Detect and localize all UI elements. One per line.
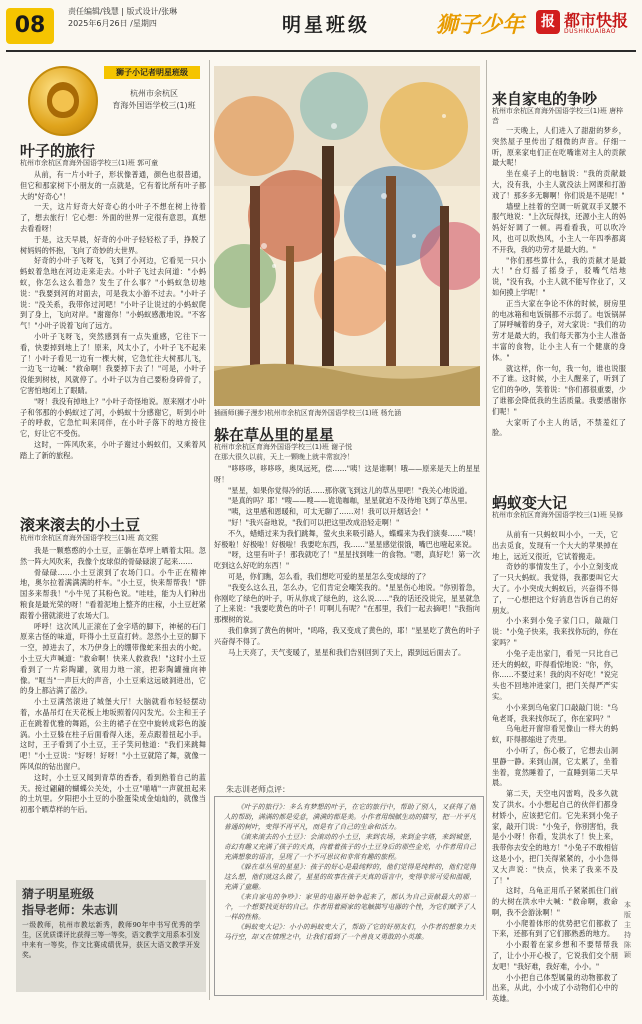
- article-subline-star: 在那大很久以前，天上一颗晚上就丰常寂冷！: [214, 453, 354, 461]
- painting-caption: 插画师(狮子漫步)杭州市余杭区育海外国语学校三(1)班 杨允涵: [214, 409, 402, 417]
- header-meta: [68, 6, 177, 30]
- page-number: 08: [6, 8, 54, 44]
- article-byline-leaf: 杭州市余杭区育海外国语学校三(1)班 郭可童: [20, 159, 159, 167]
- article-title-star: 躲在草丛里的星星: [214, 426, 335, 444]
- date-line: 2025年6月26日 /星期四: [68, 19, 157, 28]
- column-divider: [209, 60, 210, 1000]
- article-body-ant: 从前有一只蚂蚁叫小小，一天，它出去觅食，发现有一个大大的苹果掉在地上，远近又很近，它试着搬走。 奇妙的事情发生了，小小立刻变成了一只大蚂蚁。我觉得，我都要叫它大大了。小小突成大蚂蚁后，兴奋得不得了，一心想把这个好消息告诉自己的好朋友。 小小来到小兔子家门口，敲敲门说："小兔子快来，我来找你玩的，你在家吗？" 小兔子走出家门，看见一只比自己还大的蚂蚁，吓得看惊地说："你，你，你……不要过来！我的肉不好吃！"说完头也不回地冲进家门，把门关得严严实实。 小小来到乌龟家门口敲敲门说："乌龟老哥，我来找你玩了，你在家吗？" 乌龟赶开窗帘看见像山一样大的蚂蚁，吓得都缩进了壳里。 小小听了，伤心极了，它想去山洞里静一静。来到山洞，它太累了，坐着坐着，竟然睡着了，一直睡到第二天早晨。 第二天，天空电闪雷鸣，没多久就发了洪水。小小想起自己的伙伴们都身材娇小，应该把它们。它先来到小兔子家，敲开门说："小兔子，你别害怕，我是小小呀！你看，发洪水了！快上来，我带你去安全的地方！"小兔子不敢相信这是小小，把门关得紧紧的，小小急得又大声说："快点，快来了我来不及了！" 这时，乌龟正用爪子紧紧抓住门前的大树在洪水中大喊："救命啊，救命啊，我不会游泳啊！" 小小爬着体形的优势把它们都救了下来，还都有到了它们都熟悉的地方。 小小跟着在家乡想和不要帮帮我了，让小小开心极了，它说我们交个朋友吧！"我好难，我好难，小小。" 小小把自己体型属量的动物都救了出来，从此，小小成了小动物们心中的英雄。: [492, 530, 618, 1004]
- column-divider: [486, 60, 487, 1000]
- class-intro-title: 猜子明星班级 指导老师：朱志训: [22, 887, 119, 917]
- teacher-comment-body: 《叶子的旅行》：多么有梦想的叶子，在它的旅行中，帮助了别人，又获得了他人的帮助，满满的都是爱意，满满的都是美。小作者用细腻生动的描写，把一片平凡普通的树叶，变得不再平凡，而是有了自己的生命和活力。 《滚来滚去的小土豆》：会滚动的小土豆，来到农场，来到金字塔，来到城堡，奇幻有趣又充满了孩子的天真，向着着孩子的小土豆身后的那些金光，小作者用自己充满想象的语言，呈现了一个不可思议和非常有趣的旅程。 《躲在草丛里的星星》：孩子的好心是最纯粹的，他们觉得是纯粹的，他们觉得这么想，他们就这么做了，星星的故事在孩子天真的语言中，变得非常可爱和温暖，充满了童趣。 《来自家电的争吵》：家里的电器开始争起来了，都认为自己贡献最大的那一个，一个想要找更好的自己。作者用着画家的笔触描写电器的个性，为它们赋予了人一样的性格。 《蚂蚁变大记》：小小的蚂蚁变大了，帮助了它的好朋友们，小作者的想象力天马行空，却又在情理之中，让我们看到了一个善良又勇敢的小英雄。: [224, 803, 476, 941]
- section-title: 明星班级: [282, 14, 371, 36]
- editor-line: 责任编辑/钱慧 | 版式设计/张琳: [68, 7, 178, 16]
- article-title-potato: 滚来滚去的小土豆: [20, 516, 141, 534]
- class-intro-body: 一级教师，杭州市教坛新秀，教师90年中书写优秀的学生，区优质课评比获得三等一等奖，语文教学文用系本引发中来有一等奖，作文比赛成绩优异，获区大语文教学开发奖。: [22, 921, 200, 959]
- article-body-potato: 我是一颗憨憨的小土豆，正躺在草坪上晒着太阳。忽然一阵大风吹来，我像个皮球似的骨碌碌滚了起来…… 骨碌碌……小土豆滚到了农场门口。小牛正在精神地，奥尔拉着满满满的杆车。"小土豆，快来帮帮我！"胖国多来帮我！"小牛见了其粉色说。"哇哇，能为人们种出粮食是最光荣的呀！"看着泥地上整齐的庄稼，小土豆赶紧跟着小猪就滚进了农场大门。 呼呼！这次风儿正滚在了金字塔的脚下，神秘的石门原来古怪的味道，吓得小土豆直打转。忽然小土豆的脚下一空，掉进去了，木乃伊身上的绷带像蛇来扭去的小蛇。小土豆大声喊道："救命啊！快来人救救我！"这时小土豆看到了一片彩陶罐，就用力地一滚，把彩陶罐撞向神像。"哐当"一声巨大的声音，小土豆乘这远破洞进出，它的身上都沾满了蓝沙。 小土豆满然滚进了城堡大厅！大脑就看布轻轻摆动着，水晶吊灯在天花板上地坂照着闪闪发光。公主和王子正在跳着优雅的舞蹈，公主的裙子在空中旋转成彩色的漩涡。小土豆躲在柱子后面看得入迷，差点跟着扭起小手。这时，王子看到了小土豆，王子笑问他道："我们来跳舞吧！"小土豆说："好呀！好呀！"小土豆就陪了舞，就像一阵风似的钻出窗户。 这时，小土豆又闻到青草的香香，看到熟着自己的蓝天。接过翩翩的蝴蝶公关处，小土豆"喵喵"一声就扭起来的土坑里。夕阳把小土豆的小脸蛋染成金灿灿的，就像当初那个晒草样的午后。: [20, 546, 206, 815]
- article-byline-appliances: 杭州市余杭区育海外国语学校三(1)班 唐梓音: [492, 107, 624, 125]
- logo-subtitle: DUSHIKUAIBAO: [564, 28, 616, 35]
- article-title-ant: 蚂蚁变大记: [492, 494, 568, 512]
- article-title-leaf: 叶子的旅行: [20, 142, 96, 160]
- newspaper-logo: [536, 8, 636, 40]
- article-byline-star: 杭州市余杭区育海外国语学校三(1)班 谢子悦: [214, 443, 353, 451]
- logo-title: 都市快报: [564, 11, 629, 30]
- editor-vertical-text: 本版主持 陈颖: [624, 901, 631, 959]
- article-byline-ant: 杭州市余杭区育海外国语学校三(1)班 吴修: [492, 511, 624, 519]
- teacher-comment-title: 朱志训老师点评：: [222, 784, 294, 795]
- article-body-leaf: 从前，有一片小叶子，形状像普通，颜色也很普通，但它和那家树下小朋友的一点就是，它有着比所有叶子都大的"好奇心"！ 一天，这片好奇大好奇心的小叶子不想在树上待着了，想去旅行！它心想：外面的世界一定很有意思，真想去看看呀！ 于是，这天早晨，好奇的小叶子轻轻松了手，挣脱了树妈妈的怀抱，飞向了奇妙的大世界。 好奇的小叶子飞呀飞，飞到了小河边，它看见一只小蚂蚁着急地在河边走来走去。小叶子飞过去问道："小蚂蚁，你怎么这么着急？发生了什么事？"小蚂蚁急切地说："我要到河的对面去，可是我太小游不过去。"小叶子说："没关系，我带你过河吧！"小叶子让说过的小蚂蚁爬到了身上，飞向对岸。"谢谢你！"小蚂蚁感激地说。"不客气！"小叶子说着飞向了远方。 小叶子飞呀飞，突然感到有一点失重感，它往下一看，快要掉到地上了！原来，风太小了，小叶子飞不起来了！小叶子看见一边有一棵大树，它急忙往大树那儿飞，一边飞一边喊："救命啊！我要掉下去了！"可是，小叶子没能到树枝，风就停了。小叶子以为自己要粉身碎骨了，它害怕地闭上了眼睛。 "呀！我没有掉地上？"小叶子奇怪地说。原来刚才小叶子和邻那的小蚂蚁过了河，小蚂蚁十分感谢它，听到小叶子的呼救，它急忙叫来同伴，在小叶子落下的地方接住它，好让它不受伤。 这时，一阵风吹来，小叶子谢过小蚂蚁们，又乘着风踏上了新的旅程。: [20, 170, 206, 460]
- article-body-star: "哆哆哆，哆哆哆，奥凤远死，偿……"咦！这是谁啊！哦——原来是天上的星星呀！ "星星，如果你觉得冷的话……那你就飞到这儿的草丛里吧！"我关心地说道。 "是真的吗？耶！"嗖——嗖——诡诡咖咖，星星就迫不及待地飞到了草丛里。 "咦，这里感和恩暖和，可太无聊了……对！我可以开烟话会！" "好！"我兴奋地说，"我们可以把这里改成沿轻走啊！" 不久，蜡蜡过来为我们跳舞，萤火虫来吸引路人，蝶蝶来为我们演奏……"咦！好极啦！好极啦！好极啦！我要吃东西，我……"星星感觉很饿，嘴巴也噎起来说。 "呀，这里有叶子！那我就吃了！"星星找到唯一的食物。"嗯，真好吃！第一次吃到这么好吃的东西！" 可是，你们瞧，怎么看，我们想吃可爱的星星怎么变成绿的了？ "我变么这么丑，怎么办，它们肯定会嘲笑我的。"星星伤心地说。"你别着急，你刚吃了绿色的叶子，听从你成了绿色的，这么说……"我的话还没说完，星星就急了上来说："我要吃黄色的叶子！叮啊儿有呢？"在那里，我们一起去摘吧！"我指向那棵树的说。 我们拿到了黄色的树叶，"呜咯，我又变成了黄色的，耶！"星星吃了黄色的叶子兴奋得不得了。 马上天亮了，天气变暖了，星星和我们告别回到了天上，跟到远后面去了。: [214, 464, 480, 657]
- header-divider: [6, 50, 636, 52]
- column-tag: 狮子小记者明星班级: [104, 66, 200, 79]
- article-title-appliances: 来自家电的争吵: [492, 90, 598, 108]
- lion-medal-icon: [28, 66, 98, 136]
- newspaper-logo-icon: 报: [536, 10, 560, 34]
- student-painting: [214, 66, 480, 406]
- article-byline-potato: 杭州市余杭区育海外国语学校三(1)班 高文熙: [20, 534, 159, 542]
- brand-wordmark: 狮子少年: [436, 12, 525, 38]
- article-body-appliances: 一天晚上，人们进入了甜甜的梦乡，突然屋子里传出了细微的声音。仔细一听，原来家电们正在吃嘴谁对主人的贡献最大呢！ 坐在桌子上的电脑说："我的贡献最大，没有我，小主人就没法上网课和打游戏了！那多多无聊啊！你们说是不是呢！" 墙壁上挂着的空调一听就双手叉腰不服气地说："上次玩得找，还源小主人的妈妈好好调了一顿。再看看我，可以吹冷风，也可以吹热风，小主人一年四季都离不开我，我的功劳才是最大的。" "你们那些算什么，我的贡献才是最大！"台灯摇了摇身子，驳嘴气结地说，"没有我，小主人就不能写作业了，又如何摸上学呢！" 正当大家在争论不休的时候，厨房里的电冰箱和电饭锅都不示弱了。电饭锅屏了屏呼喊着的身子，对大家说："我们的功劳才是最大的，我们每天都为小主人准备丰富的食物，让小主人有一个健康的身体。" 就这样，你一句，我一句，谁也说服不了谁。这时候，小主人醒来了，听到了它们的争吵，笑着说："你们都很重要，少了谁都会降低我的生活质量。我要感谢你们呢！" 大家听了小主人的话，不禁羞红了脸。: [492, 126, 626, 438]
- banner-school: 杭州市余杭区 育海外国语学校三(1)班: [112, 89, 196, 110]
